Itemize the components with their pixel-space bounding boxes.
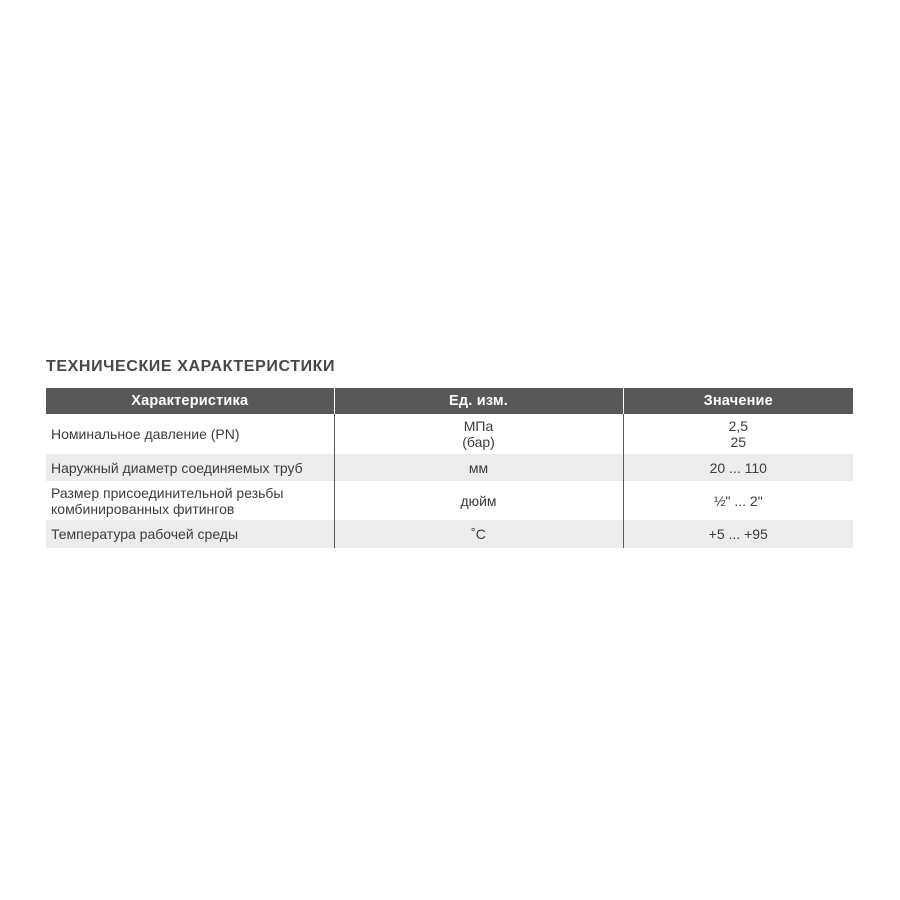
unit-line: МПа: [463, 418, 494, 434]
value-line: 25: [730, 434, 747, 450]
cell-value: ½" ... 2": [623, 481, 853, 520]
cell-parameter: Номинальное давление (PN): [46, 414, 334, 454]
header-unit: Ед. изм.: [334, 388, 623, 414]
section-title: ТЕХНИЧЕСКИЕ ХАРАКТЕРИСТИКИ: [46, 358, 336, 375]
parameter-line: комбинированных фитингов: [51, 500, 235, 517]
header-value: Значение: [623, 388, 853, 414]
cell-value: [623, 414, 853, 454]
value-line: 2,5: [728, 418, 748, 434]
specifications-table: [46, 388, 853, 548]
cell-parameter: Наружный диаметр соединяемых труб: [46, 454, 334, 481]
table-row-working-temperature: [46, 520, 853, 548]
cell-unit: [334, 414, 623, 454]
cell-parameter: [46, 481, 334, 520]
cell-unit: ˚С: [334, 520, 623, 548]
parameter-line: Размер присоединительной резьбы: [51, 484, 284, 501]
table-row-outer-diameter: [46, 454, 853, 481]
cell-value: +5 ... +95: [623, 520, 853, 548]
cell-value: 20 ... 110: [623, 454, 853, 481]
header-parameter: Характеристика: [46, 388, 334, 414]
cell-parameter: Температура рабочей среды: [46, 520, 334, 548]
cell-unit: мм: [334, 454, 623, 481]
unit-line: (бар): [462, 434, 495, 450]
table-row-thread-size: [46, 481, 853, 520]
table-header-row: [46, 388, 853, 414]
table-row-nominal-pressure: [46, 414, 853, 454]
cell-unit: дюйм: [334, 481, 623, 520]
